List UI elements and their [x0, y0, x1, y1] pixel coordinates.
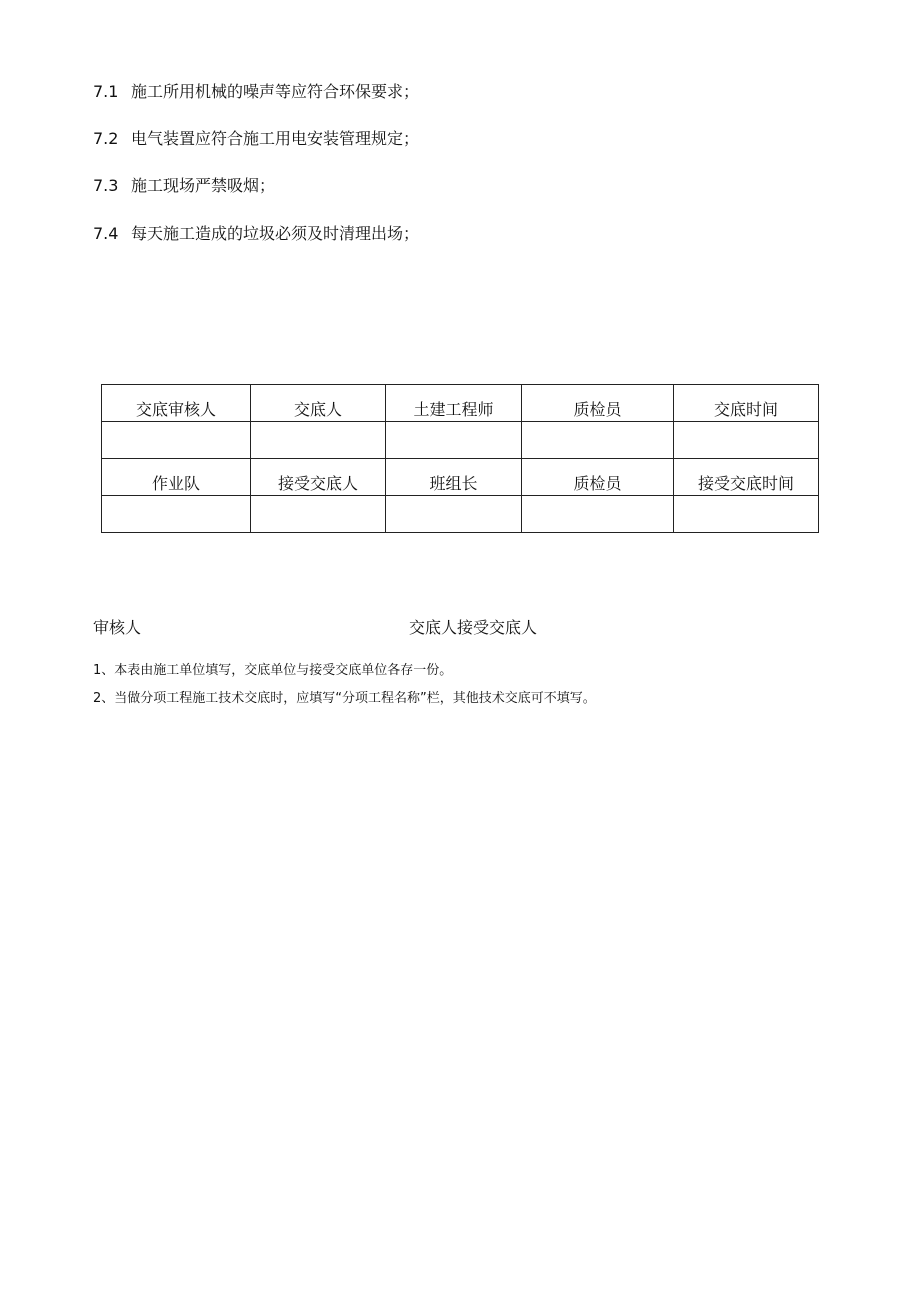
header-cell-review-person: 交底审核人 — [102, 385, 251, 422]
signature-table — [101, 384, 819, 533]
signature-cell[interactable] — [386, 496, 522, 533]
note-2: 2、当做分项工程施工技术交底时，应填写“分项工程名称”栏，其他技术交底可不填写。 — [93, 691, 596, 706]
signature-cell[interactable] — [251, 496, 386, 533]
header-cell-receipt-time: 接受交底时间 — [674, 459, 819, 496]
signature-cell[interactable] — [674, 496, 819, 533]
clause-7-4 — [93, 224, 419, 244]
header-cell-civil-engineer: 土建工程师 — [386, 385, 522, 422]
table-row — [102, 459, 819, 496]
signature-cell[interactable] — [102, 496, 251, 533]
header-cell-work-team: 作业队 — [102, 459, 251, 496]
signature-cell[interactable] — [522, 422, 674, 459]
clause-number: 7.3 — [93, 176, 119, 195]
signature-cell[interactable] — [386, 422, 522, 459]
clause-number: 7.2 — [93, 129, 119, 148]
table-row — [102, 385, 819, 422]
clause-text: 每天施工造成的垃圾必须及时清理出场； — [131, 224, 420, 243]
note-1: 1、本表由施工单位填写，交底单位与接受交底单位各存一份。 — [93, 663, 453, 678]
header-cell-handover-person: 交底人 — [251, 385, 386, 422]
clause-7-1 — [93, 82, 419, 102]
signature-cell[interactable] — [522, 496, 674, 533]
signature-cell[interactable] — [674, 422, 819, 459]
header-cell-recipient: 接受交底人 — [251, 459, 386, 496]
clause-7-2 — [93, 129, 419, 149]
clause-text: 施工所用机械的噪声等应符合环保要求； — [131, 82, 420, 101]
header-cell-team-leader: 班组长 — [386, 459, 522, 496]
clause-7-3 — [93, 176, 275, 196]
header-cell-quality-inspector: 质检员 — [522, 459, 674, 496]
signature-cell[interactable] — [251, 422, 386, 459]
header-cell-quality-inspector: 质检员 — [522, 385, 674, 422]
reviewer-label: 审核人 — [93, 618, 142, 637]
signature-cell[interactable] — [102, 422, 251, 459]
clause-text: 施工现场严禁吸烟； — [131, 176, 276, 195]
clause-number: 7.4 — [93, 224, 119, 243]
table-row — [102, 496, 819, 533]
handover-recipient-label: 交底人接受交底人 — [409, 618, 538, 637]
header-cell-handover-time: 交底时间 — [674, 385, 819, 422]
table-row — [102, 422, 819, 459]
clause-text: 电气装置应符合施工用电安装管理规定； — [131, 129, 420, 148]
clause-number: 7.1 — [93, 82, 119, 101]
